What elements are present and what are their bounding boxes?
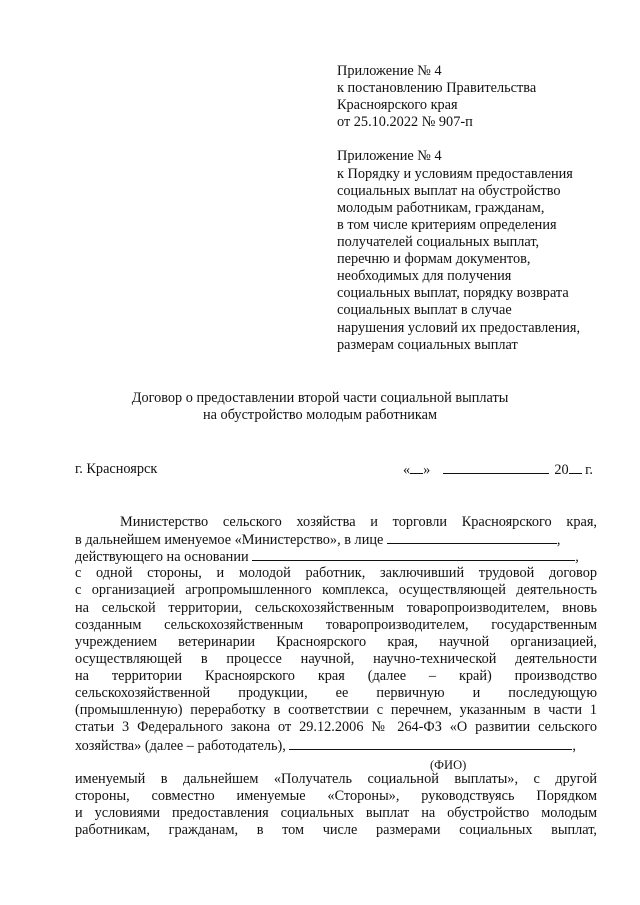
appendix-sub-line-4: молодым работникам, гражданам,	[337, 200, 545, 216]
representative-blank[interactable]	[387, 531, 557, 544]
month-blank[interactable]	[443, 461, 549, 474]
appendix-sub-line-12: размерам социальных выплат	[337, 337, 518, 353]
date-quote-close: »	[423, 462, 431, 478]
document-title-line-2: на обустройство молодым работникам	[202, 407, 438, 423]
body-line-14: хозяйства» (далее – работодатель), ,	[75, 738, 576, 754]
document-title-line-1: Договор о предоставлении второй части социальной выплаты	[131, 390, 509, 406]
body-line-3: действующего на основании ,	[75, 549, 579, 565]
place-city: г. Красноярск	[75, 461, 158, 477]
appendix-sub-line-1: Приложение № 4	[337, 148, 442, 164]
body-line-9: осуществляющей в процессе научной, научно-технической деятельности	[75, 651, 597, 667]
fio-blank[interactable]	[289, 737, 572, 750]
date-quote-open: «	[403, 462, 411, 478]
appendix-main-line-1: Приложение № 4	[337, 63, 442, 79]
body-line-17: и условиями предоставления социальных выплат на обустройство молодым	[75, 805, 597, 821]
body-line-2-text: в дальнейшем именуемое «Министерство», в лице	[75, 532, 384, 548]
body-line-12: (промышленную) переработку в соответствии с перечнем, указанным в части 1	[75, 702, 597, 718]
body-line-13: статьи 3 Федерального закона от 29.12.2006 № 264-ФЗ «О развитии сельского	[75, 719, 597, 735]
body-line-4: с одной стороны, и молодой работник, заключивший трудовой договор	[75, 565, 597, 581]
appendix-sub-line-7: перечню и формам документов,	[337, 251, 531, 267]
appendix-sub-line-10: социальных выплат в случае	[337, 302, 512, 318]
appendix-sub-line-11: нарушения условий их предоставления,	[337, 320, 581, 336]
body-line-10: на территории Красноярского края (далее – край) производство	[75, 668, 597, 684]
appendix-main-line-3: Красноярского края	[337, 97, 458, 113]
appendix-sub-line-2: к Порядку и условиям предоставления	[337, 166, 573, 182]
year-prefix: 20	[554, 462, 569, 478]
body-line-2: в дальнейшем именуемое «Министерство», в лице ,	[75, 532, 561, 548]
body-line-18: работникам, гражданам, в том числе размерами социальных выплат,	[75, 822, 597, 838]
appendix-sub-line-8: необходимых для получения	[337, 268, 512, 284]
fio-caption: (ФИО)	[430, 758, 467, 772]
body-line-3-text: действующего на основании	[75, 549, 249, 565]
appendix-main-line-4: от 25.10.2022 № 907-п	[337, 114, 473, 130]
appendix-sub-line-3: социальных выплат на обустройство	[337, 183, 561, 199]
year-suffix: г.	[581, 462, 594, 478]
appendix-sub-line-9: социальных выплат, порядку возврата	[337, 285, 569, 301]
appendix-main-line-2: к постановлению Правительства	[337, 80, 537, 96]
appendix-sub-line-5: в том числе критериям определения	[337, 217, 557, 233]
body-line-5: с организацией агропромышленного комплекса, осуществляющей деятельность	[75, 582, 597, 598]
date-field	[403, 461, 593, 478]
year-blank[interactable]	[569, 461, 582, 474]
body-line-14-text: хозяйства» (далее – работодатель),	[75, 738, 286, 754]
body-line-11: сельскохозяйственной продукции, ее первичную и последующую	[75, 685, 597, 701]
body-line-16: стороны, совместно именуемые «Стороны», руководствуясь Порядком	[75, 788, 597, 804]
appendix-sub-line-6: получателей социальных выплат,	[337, 234, 540, 250]
body-line-1: Министерство сельского хозяйства и торговли Красноярского края,	[120, 514, 597, 530]
body-line-7: созданным сельскохозяйственным товаропроизводителем, государственным	[75, 617, 597, 633]
basis-blank[interactable]	[252, 548, 575, 561]
body-line-8: учреждением ветеринарии Красноярского края, научной организацией,	[75, 634, 597, 650]
day-blank[interactable]	[410, 461, 423, 474]
body-line-15: именуемый в дальнейшем «Получатель социальной выплаты», с другой	[75, 771, 597, 787]
body-line-6: на сельской территории, сельскохозяйственным товаропроизводителем, вновь	[75, 600, 597, 616]
